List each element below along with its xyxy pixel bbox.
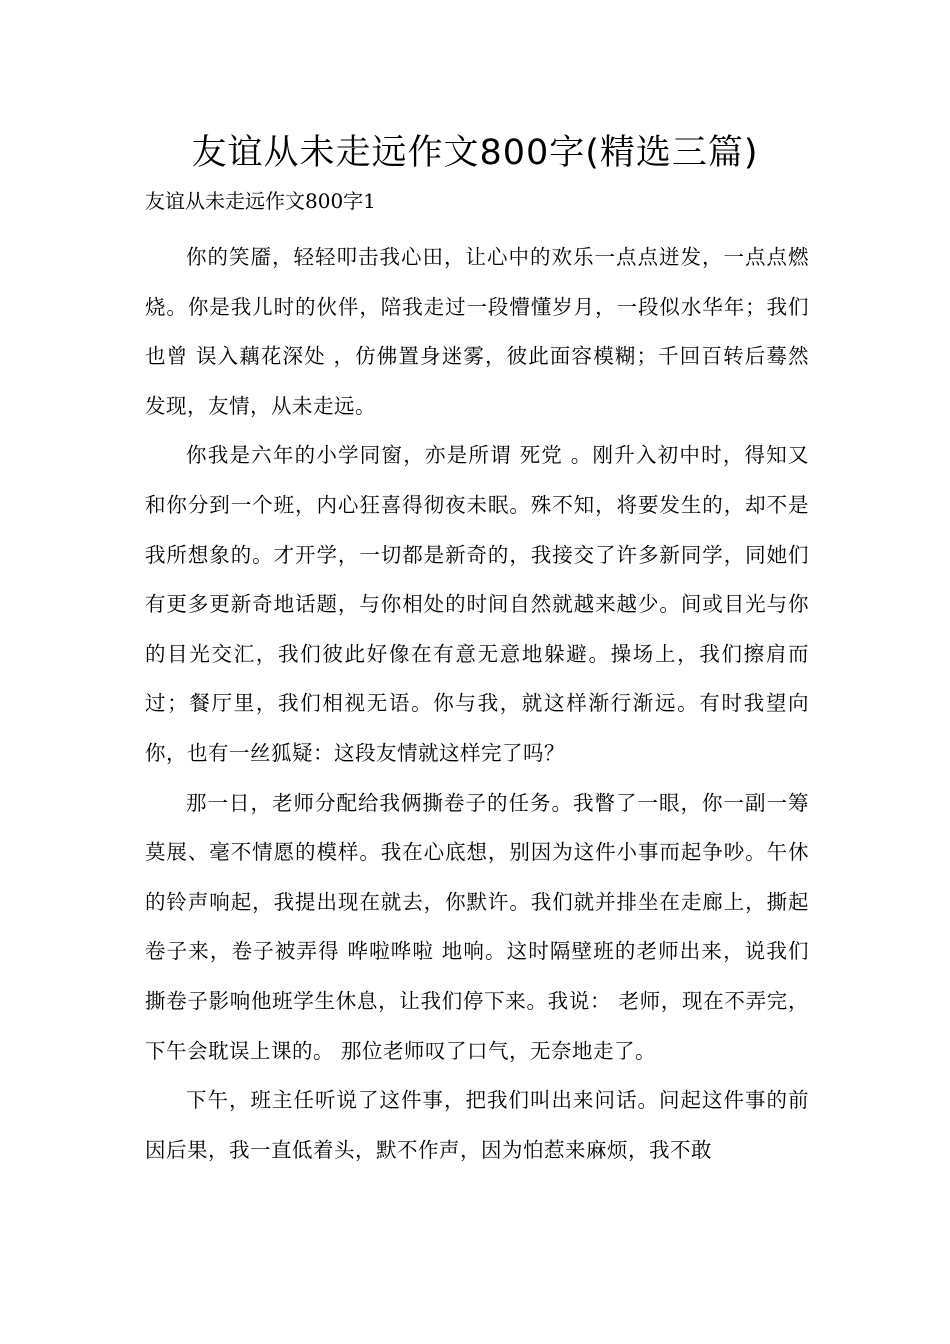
body-text	[145, 233, 809, 1175]
section-heading: 友谊从未走远作文800字1	[145, 189, 376, 213]
paragraph-3: 那一日，老师分配给我俩撕卷子的任务。我瞥了一眼，你一副一筹莫展、毫不情愿的模样。我在心底想，别因为这件小事而起争吵。午休的铃声响起，我提出现在就去，你默许。我们就并排坐在走廊上，撕起卷子来，卷子被弄得 哗啦哗啦 地响。这时隔壁班的老师出来，说我们撕卷子影响他班学生休息，让我们停下来。我说： 老师，现在不弄完，下午会耽误上课的。 那位老师叹了口气，无奈地走了。	[145, 790, 809, 1063]
paragraph-4: 下午，班主任听说了这件事，把我们叫出来问话。问起这件事的前因后果，我一直低着头，默不作声，因为怕惹来麻烦，我不敢	[145, 1088, 809, 1162]
paragraph-2: 你我是六年的小学同窗，亦是所谓 死党 。刚升入初中时，得知又和你分到一个班，内心狂喜得彻夜未眠。殊不知，将要发生的，却不是我所想象的。才开学，一切都是新奇的，我接交了许多新同学，同她们有更多更新奇地话题，与你相处的时间自然就越来越少。间或目光与你的目光交汇，我们彼此好像在有意无意地躲避。操场上，我们擦肩而过；餐厅里，我们相视无语。你与我，就这样渐行渐远。有时我望向你，也有一丝狐疑：这段友情就这样完了吗？	[145, 443, 809, 765]
paragraph-1: 你的笑靥，轻轻叩击我心田，让心中的欢乐一点点迸发，一点点燃烧。你是我儿时的伙伴，陪我走过一段懵懂岁月，一段似水华年；我们也曾 误入藕花深处 ，仿佛置身迷雾，彼此面容模糊；千回百转后蓦然发现，友情，从未走远。	[145, 245, 809, 418]
document-title: 友谊从未走远作文800字(精选三篇)	[191, 133, 759, 173]
